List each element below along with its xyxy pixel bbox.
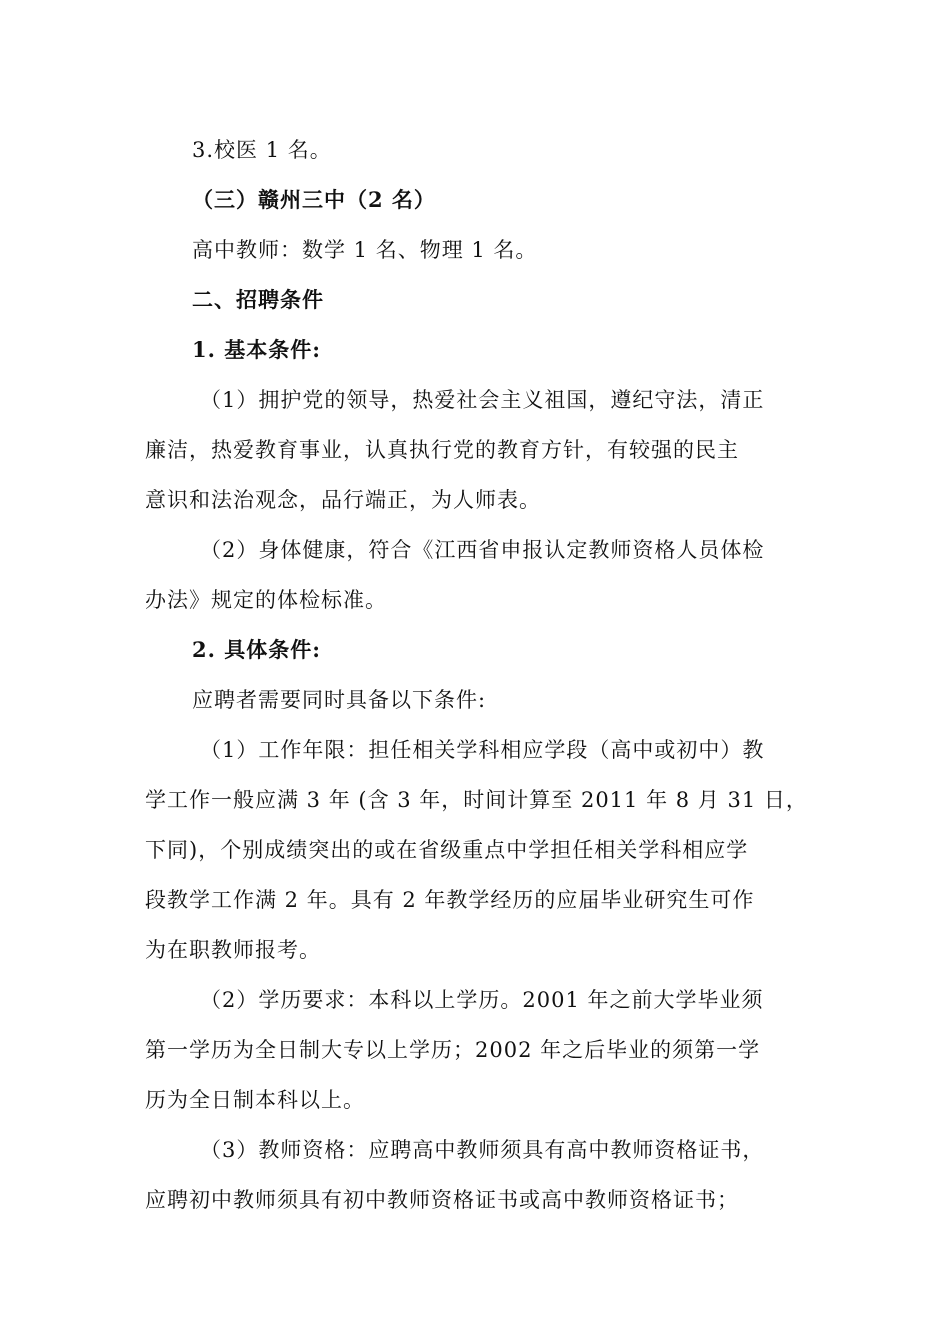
list-item-school-doctor: 3.校医 1 名。 xyxy=(192,138,332,162)
paragraph-line: （3）教师资格：应聘高中教师须具有高中教师资格证书， xyxy=(200,1138,765,1162)
paragraph-line: （2）身体健康，符合《江西省申报认定教师资格人员体检 xyxy=(200,538,765,562)
paragraph-line: 学工作一般应满 3 年 (含 3 年，时间计算至 2011 年 8 月 31 日， xyxy=(145,788,808,812)
paragraph-line: （1）工作年限：担任相关学科相应学段（高中或初中）教 xyxy=(200,738,765,762)
paragraph-line: （2）学历要求：本科以上学历。2001 年之前大学毕业须 xyxy=(200,988,764,1012)
subheading-basic-conditions: 1. 基本条件: xyxy=(192,337,321,362)
paragraph-line: 高中教师：数学 1 名、物理 1 名。 xyxy=(192,238,538,262)
paragraph-line: 意识和法治观念，品行端正，为人师表。 xyxy=(145,488,541,512)
paragraph-line: 应聘者需要同时具备以下条件: xyxy=(192,688,487,712)
paragraph-line: 办法》规定的体检标准。 xyxy=(145,588,387,612)
section-heading-ganzhou-no3: （三）赣州三中（2 名） xyxy=(192,187,436,212)
subheading-specific-conditions: 2. 具体条件: xyxy=(192,637,321,662)
paragraph-line: 廉洁，热爱教育事业，认真执行党的教育方针，有较强的民主 xyxy=(145,438,739,462)
paragraph-line: 历为全日制本科以上。 xyxy=(145,1088,365,1112)
paragraph-line: （1）拥护党的领导，热爱社会主义祖国，遵纪守法，清正 xyxy=(200,388,765,412)
section-heading-conditions: 二、招聘条件 xyxy=(192,287,324,312)
paragraph-line: 应聘初中教师须具有初中教师资格证书或高中教师资格证书； xyxy=(145,1188,739,1212)
paragraph-line: 第一学历为全日制大专以上学历；2002 年之后毕业的须第一学 xyxy=(145,1038,761,1062)
paragraph-line: 为在职教师报考。 xyxy=(145,938,321,962)
paragraph-line: 下同)，个别成绩突出的或在省级重点中学担任相关学科相应学 xyxy=(145,838,749,862)
paragraph-line: 段教学工作满 2 年。具有 2 年教学经历的应届毕业研究生可作 xyxy=(145,888,755,912)
